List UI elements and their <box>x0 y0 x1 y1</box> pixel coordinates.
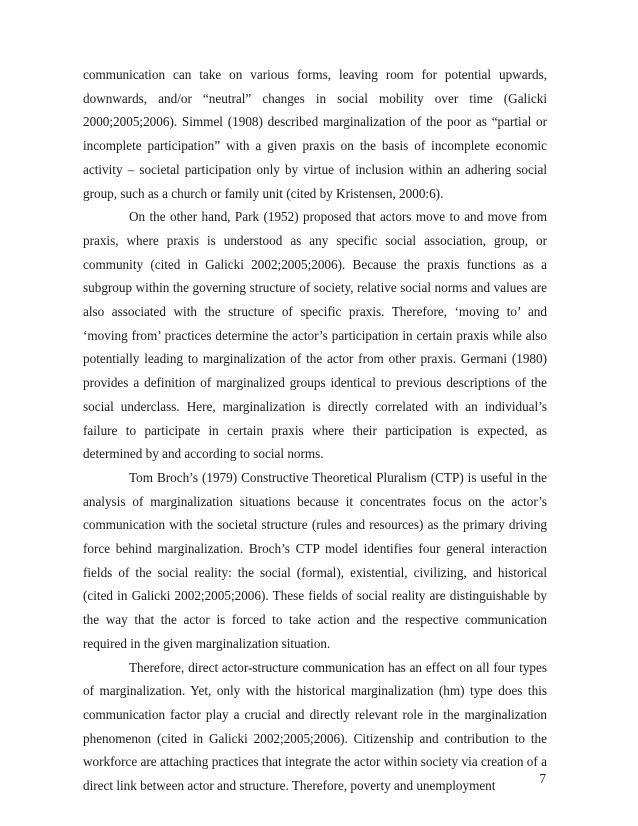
paragraph-broch: Tom Broch’s (1979) Constructive Theoretical Pluralism (CTP) is useful in the analysis of marginalization situations because it concentrates focus on the actor’s communication with the societal structure (rules and resources) as the primary driving force behind marginalization. Broch’s CTP model identifies four general interaction fields of the social reality: the social (formal), existential, civilizing, and historical (cited in Galicki 2002;2005;2006). These fields of social reality are distinguishable by the way that the actor is forced to take action and the respective communication required in the given marginalization situation. <box>83 469 547 651</box>
paragraph-actor-structure: Therefore, direct actor-structure communication has an effect on all four types of marginalization. Yet, only with the historical marginalization (hm) type does this communication factor play a crucial and directly relevant role in the marginalization phenomenon (cited in Galicki 2002;2005;2006). Citizenship and contribution to the workforce are attaching practices that integrate the actor within society via creation of a direct link between actor and structure. Therefore, poverty and unemployment <box>83 659 547 794</box>
paragraph-park: On the other hand, Park (1952) proposed that actors move to and move from praxis, where praxis is understood as any specific social association, group, or community (cited in Galicki 2002;2005;2006). Because the praxis functions as a subgroup within the governing structure of society, relative social norms and values are also associated with the structure of specific praxis. Therefore, ‘moving to’ and ‘moving from’ practices determine the actor’s participation in certain praxis while also potentially leading to marginalization of the actor from other praxis. Germani (1980) provides a definition of marginalized groups identical to previous descriptions of the social underclass. Here, marginalization is directly correlated with an individual’s failure to participate in certain praxis where their participation is expected, as determined by and according to social norms. <box>83 209 547 462</box>
page-number: 7 <box>539 771 546 786</box>
paragraph-continuation: communication can take on various forms, leaving room for potential upwards, downwards, and/or “neutral” changes in social mobility over time (Galicki 2000;2005;2006). Simmel (1908) described marginalization of the poor as “partial or incomplete participation” with a given praxis on the basis of incomplete economic activity – societal participation only by virtue of inclusion within an adhering social group, such as a church or family unit (cited by Kristensen, 2000:6). <box>83 67 547 201</box>
body-text <box>83 63 547 798</box>
